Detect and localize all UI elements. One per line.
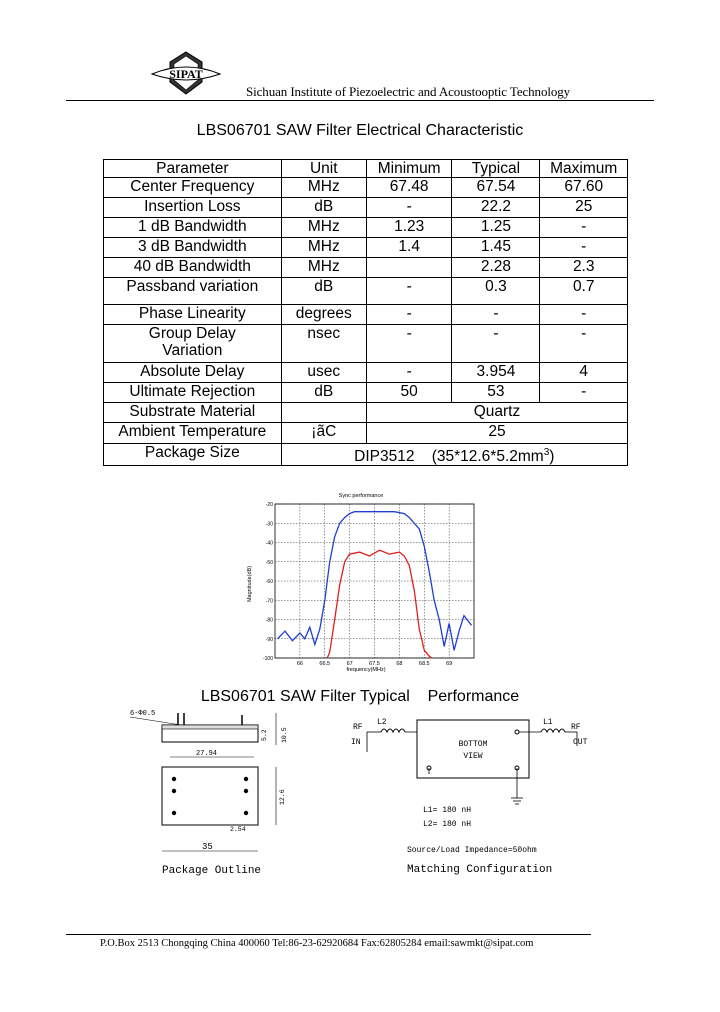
x-tick-label: 67.5	[369, 661, 380, 667]
table-row	[104, 278, 628, 305]
box-label-bottom: BOTTOM	[458, 740, 488, 749]
table-header-cell: Typical	[452, 160, 540, 178]
table-cell: -	[366, 305, 451, 325]
document-title: LBS06701 SAW Filter Electrical Characteristic	[196, 122, 524, 139]
package-caption: Package Outline	[162, 865, 262, 877]
package-outline-drawing	[126, 705, 316, 880]
y-tick-label: -100	[262, 656, 273, 662]
table-header-cell: Minimum	[366, 160, 451, 178]
table-cell: Ultimate Rejection	[104, 383, 282, 403]
table-row	[104, 383, 628, 403]
footer-rule	[66, 934, 591, 935]
table-cell: 3 dB Bandwidth	[104, 238, 282, 258]
table-cell: Quartz	[366, 403, 627, 423]
table-row	[104, 258, 628, 278]
y-tick-label: -80	[265, 617, 273, 624]
table-row	[104, 178, 628, 198]
l1-value: L1= 180 nH	[423, 806, 472, 815]
table-cell: MHz	[281, 238, 366, 258]
table-cell: -	[366, 198, 451, 218]
table-cell: 1 dB Bandwidth	[104, 218, 282, 238]
chart-title: Sync performance	[338, 493, 384, 499]
package-sup: 3	[543, 447, 550, 458]
rf-in-label: RF	[353, 723, 363, 732]
table-row	[104, 305, 628, 325]
table-cell: Substrate Material	[104, 403, 282, 423]
l2-value: L2= 180 nH	[423, 820, 472, 829]
table-cell: 25	[366, 423, 627, 444]
width-label: 12.6	[279, 789, 286, 805]
table-header-row	[104, 160, 628, 178]
height-label: 5.2	[261, 729, 268, 741]
table-cell	[366, 258, 451, 278]
table-cell: 0.3	[452, 278, 540, 305]
table-cell: 1.23	[366, 218, 451, 238]
y-tick-label: -70	[265, 598, 273, 605]
table-cell: Phase Linearity	[104, 305, 282, 325]
package-size: DIP3512 (35*12.6*5.2mm	[354, 448, 544, 466]
table-cell: 1.4	[366, 238, 451, 258]
spec-table	[103, 159, 628, 466]
table-row	[104, 325, 628, 363]
box-label-view: VIEW	[463, 752, 483, 761]
in-label: IN	[351, 738, 361, 747]
table-cell: 2.28	[452, 258, 540, 278]
table-row	[104, 403, 628, 423]
table-cell: -	[366, 325, 451, 363]
table-cell: -	[540, 383, 628, 403]
pitch-label: 27.94	[196, 750, 218, 758]
y-tick-label: -30	[265, 521, 273, 528]
x-tick-label: 67	[346, 661, 353, 667]
matching-configuration-diagram	[345, 712, 595, 882]
table-cell: 1.25	[452, 218, 540, 238]
rf-out-label: RF	[571, 723, 581, 732]
table-cell: 67.48	[366, 178, 451, 198]
x-tick-label: 66.5	[319, 661, 331, 667]
table-cell	[281, 403, 366, 423]
table-row	[104, 423, 628, 444]
table-cell: Passband variation	[104, 278, 282, 305]
table-cell: 3.954	[452, 363, 540, 383]
table-header-cell: Unit	[281, 160, 366, 178]
table-row	[104, 218, 628, 238]
table-cell: 25	[540, 198, 628, 218]
side-label: 10.5	[281, 727, 288, 743]
y-tick-label: -90	[265, 636, 273, 643]
table-row	[104, 363, 628, 383]
y-tick-label: -50	[265, 559, 273, 566]
x-tick-label: 69	[446, 661, 453, 667]
l1-label: L1	[543, 718, 553, 727]
y-tick-label: -60	[265, 579, 273, 585]
performance-title: LBS06701 SAW Filter Typical Performance	[200, 688, 520, 705]
pin-label: 6-Φ0.5	[130, 710, 156, 718]
table-cell: MHz	[281, 178, 366, 198]
chart-xlabel: frequency(MHz)	[346, 667, 386, 673]
table-cell: dB	[281, 383, 366, 403]
sipat-logo	[150, 50, 222, 96]
table-cell: ¡ãC	[281, 423, 366, 444]
table-header-cell: Parameter	[104, 160, 282, 178]
table-cell: MHz	[281, 258, 366, 278]
table-cell: Center Frequency	[104, 178, 282, 198]
table-cell: MHz	[281, 218, 366, 238]
table-cell: 4	[540, 363, 628, 383]
table-cell: -	[366, 278, 451, 305]
table-cell: degrees	[281, 305, 366, 325]
table-header-cell: Maximum	[540, 160, 628, 178]
table-cell: Package Size	[104, 444, 282, 466]
length-label: 35	[202, 842, 213, 852]
table-cell: Insertion Loss	[104, 198, 282, 218]
table-cell: 40 dB Bandwidth	[104, 258, 282, 278]
offset-label: 2.54	[230, 826, 246, 833]
table-cell: 53	[452, 383, 540, 403]
table-cell: Absolute Delay	[104, 363, 282, 383]
table-cell: -	[366, 363, 451, 383]
table-row	[104, 238, 628, 258]
y-tick-label: -40	[265, 540, 273, 547]
y-tick-label: -20	[265, 502, 273, 508]
x-tick-label: 68	[396, 661, 403, 667]
institute-name: Sichuan Institute of Piezoelectric and Acoustooptic Technology	[246, 84, 571, 99]
table-cell: 0.7	[540, 278, 628, 305]
out-label: OUT	[573, 738, 588, 747]
table-cell: dB	[281, 278, 366, 305]
table-cell: 22.2	[452, 198, 540, 218]
table-cell: 2.3	[540, 258, 628, 278]
frequency-response-chart	[242, 488, 480, 674]
table-cell: -	[540, 305, 628, 325]
table-cell: 67.60	[540, 178, 628, 198]
table-cell: 1.45	[452, 238, 540, 258]
table-cell: Group Delay Variation	[104, 325, 282, 363]
matching-caption: Matching Configuration	[407, 864, 553, 876]
table-cell	[281, 444, 627, 466]
table-cell: -	[540, 218, 628, 238]
table-row	[104, 444, 628, 466]
table-cell: usec	[281, 363, 366, 383]
table-cell: nsec	[281, 325, 366, 363]
table-cell: -	[452, 325, 540, 363]
x-tick-label: 68.5	[418, 661, 430, 667]
footer-contact: P.O.Box 2513 Chongqing China 400060 Tel:86-23-62920684 Fax:62805284 email:sawmkt@sipat.com	[100, 938, 534, 949]
package-close: )	[549, 448, 555, 466]
table-cell: -	[540, 325, 628, 363]
impedance-note: Source/Load Impedance=50ohm	[407, 846, 537, 855]
table-cell: Ambient Temperature	[104, 423, 282, 444]
table-cell: 50	[366, 383, 451, 403]
chart-ylabel: Magnitude(dB)	[247, 565, 253, 603]
table-cell: 67.54	[452, 178, 540, 198]
l2-label: L2	[377, 718, 387, 727]
table-cell: -	[540, 238, 628, 258]
table-cell: dB	[281, 198, 366, 218]
logo-text: SIPAT	[169, 67, 203, 81]
x-tick-label: 66	[296, 661, 303, 667]
header-rule	[66, 100, 654, 101]
table-cell: -	[452, 305, 540, 325]
table-row	[104, 198, 628, 218]
